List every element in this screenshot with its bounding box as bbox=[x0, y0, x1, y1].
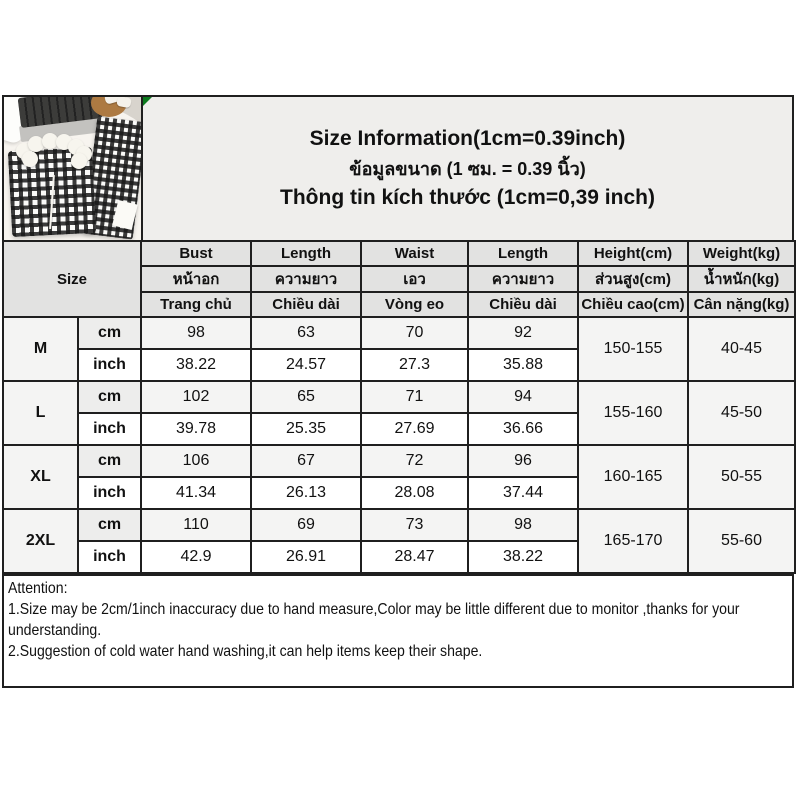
value-cell: 92 bbox=[468, 317, 578, 349]
value-cell: 39.78 bbox=[141, 413, 251, 445]
height-cell: 165-170 bbox=[578, 509, 688, 573]
value-cell: 96 bbox=[468, 445, 578, 477]
table-row bbox=[3, 509, 795, 541]
table-row bbox=[3, 381, 795, 413]
header-cell: Weight(kg) bbox=[688, 241, 795, 266]
value-cell: 70 bbox=[361, 317, 468, 349]
unit-cell: cm bbox=[78, 445, 141, 477]
size-chart-sheet bbox=[2, 95, 794, 688]
attention-note-2: 2.Suggestion of cold water hand washing,it can help items keep their shape. bbox=[8, 643, 483, 660]
value-cell: 98 bbox=[468, 509, 578, 541]
value-cell: 71 bbox=[361, 381, 468, 413]
height-cell: 155-160 bbox=[578, 381, 688, 445]
header-cell: ส่วนสูง(cm) bbox=[578, 266, 688, 292]
weight-cell: 55-60 bbox=[688, 509, 795, 573]
unit-cell: inch bbox=[78, 477, 141, 509]
height-cell: 160-165 bbox=[578, 445, 688, 509]
header-cell: น้ำหนัก(kg) bbox=[688, 266, 795, 292]
attention-heading: Attention: bbox=[8, 580, 68, 597]
value-cell: 63 bbox=[251, 317, 361, 349]
attention-note-1: 1.Size may be 2cm/1inch inaccuracy due to hand measure,Color may be little different due to monitor ,thanks for your understanding. bbox=[8, 601, 740, 639]
value-cell: 38.22 bbox=[141, 349, 251, 381]
value-cell: 27.3 bbox=[361, 349, 468, 381]
header-cell: Bust bbox=[141, 241, 251, 266]
value-cell: 94 bbox=[468, 381, 578, 413]
lace-collar bbox=[16, 133, 90, 163]
size-label-cell: L bbox=[3, 381, 78, 445]
header-cell: หน้าอก bbox=[141, 266, 251, 292]
unit-cell: inch bbox=[78, 541, 141, 573]
header-cell: Length bbox=[251, 241, 361, 266]
table-row bbox=[3, 445, 795, 477]
header-cell: ความยาว bbox=[468, 266, 578, 292]
weight-cell: 50-55 bbox=[688, 445, 795, 509]
value-cell: 25.35 bbox=[251, 413, 361, 445]
size-table bbox=[2, 240, 796, 574]
unit-cell: cm bbox=[78, 317, 141, 349]
header-cell: Chiều dài bbox=[468, 292, 578, 317]
unit-cell: inch bbox=[78, 413, 141, 445]
unit-cell: cm bbox=[78, 381, 141, 413]
value-cell: 69 bbox=[251, 509, 361, 541]
size-header-cell: Size bbox=[3, 241, 141, 317]
header-cell: เอว bbox=[361, 266, 468, 292]
unit-cell: inch bbox=[78, 349, 141, 381]
value-cell: 26.13 bbox=[251, 477, 361, 509]
header-cell: Vòng eo bbox=[361, 292, 468, 317]
header-row-english bbox=[3, 241, 795, 266]
value-cell: 42.9 bbox=[141, 541, 251, 573]
value-cell: 38.22 bbox=[468, 541, 578, 573]
value-cell: 28.47 bbox=[361, 541, 468, 573]
product-photo bbox=[4, 97, 143, 240]
header-cell: Cân nặng(kg) bbox=[688, 292, 795, 317]
header-cell: ความยาว bbox=[251, 266, 361, 292]
height-cell: 150-155 bbox=[578, 317, 688, 381]
value-cell: 67 bbox=[251, 445, 361, 477]
value-cell: 27.69 bbox=[361, 413, 468, 445]
title-thai: ข้อมูลขนาด (1 ซม. = 0.39 นิ้ว) bbox=[349, 159, 586, 179]
value-cell: 106 bbox=[141, 445, 251, 477]
header-cell: Waist bbox=[361, 241, 468, 266]
value-cell: 37.44 bbox=[468, 477, 578, 509]
size-label-cell: 2XL bbox=[3, 509, 78, 573]
value-cell: 28.08 bbox=[361, 477, 468, 509]
value-cell: 35.88 bbox=[468, 349, 578, 381]
title-vietnamese: Thông tin kích thước (1cm=0,39 inch) bbox=[280, 186, 655, 209]
value-cell: 98 bbox=[141, 317, 251, 349]
value-cell: 41.34 bbox=[141, 477, 251, 509]
value-cell: 36.66 bbox=[468, 413, 578, 445]
header-cell: Chiều cao(cm) bbox=[578, 292, 688, 317]
header-cell: Height(cm) bbox=[578, 241, 688, 266]
size-label-cell: XL bbox=[3, 445, 78, 509]
title-english: Size Information(1cm=0.39inch) bbox=[309, 127, 626, 150]
cell-marker-triangle bbox=[143, 97, 152, 106]
attention-box bbox=[2, 574, 794, 688]
value-cell: 26.91 bbox=[251, 541, 361, 573]
header-cell: Trang chủ bbox=[141, 292, 251, 317]
weight-cell: 45-50 bbox=[688, 381, 795, 445]
value-cell: 110 bbox=[141, 509, 251, 541]
value-cell: 72 bbox=[361, 445, 468, 477]
unit-cell: cm bbox=[78, 509, 141, 541]
header-cell: Length bbox=[468, 241, 578, 266]
weight-cell: 40-45 bbox=[688, 317, 795, 381]
value-cell: 65 bbox=[251, 381, 361, 413]
value-cell: 24.57 bbox=[251, 349, 361, 381]
title-block bbox=[143, 97, 792, 240]
size-label-cell: M bbox=[3, 317, 78, 381]
value-cell: 102 bbox=[141, 381, 251, 413]
header-cell: Chiều dài bbox=[251, 292, 361, 317]
top-band bbox=[2, 95, 794, 240]
value-cell: 73 bbox=[361, 509, 468, 541]
table-row bbox=[3, 317, 795, 349]
